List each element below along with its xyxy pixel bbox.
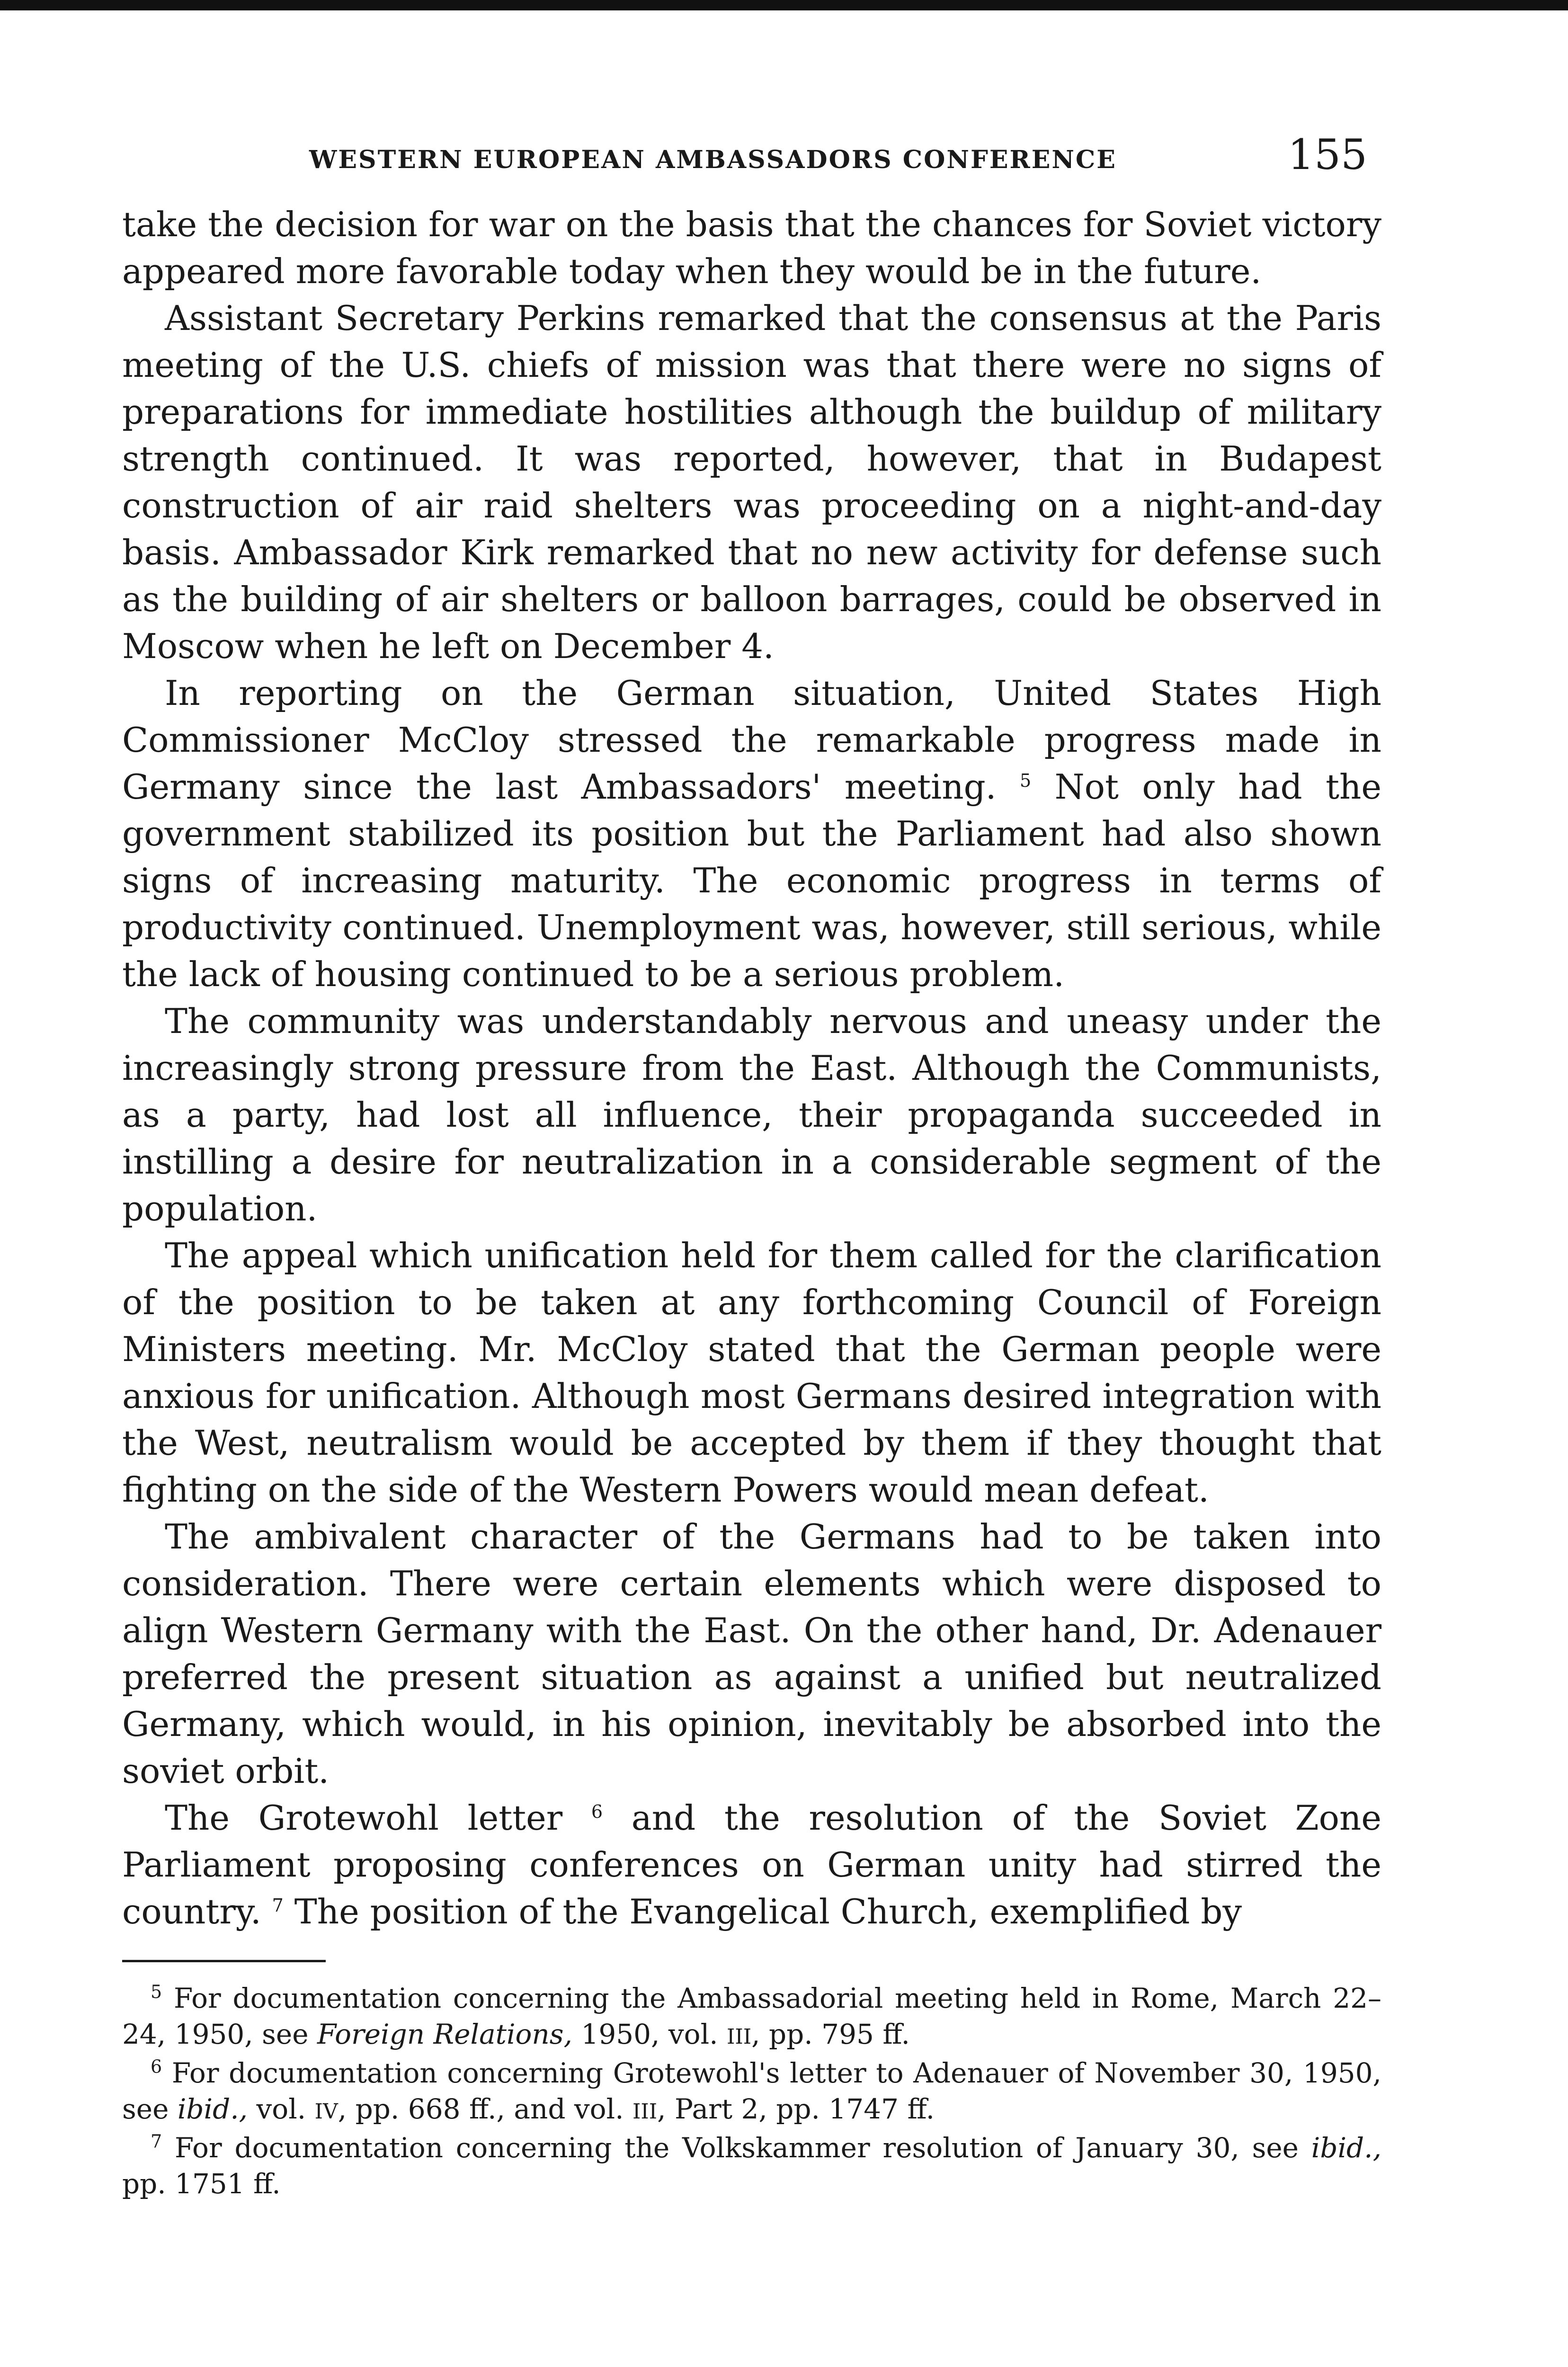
footnote-7-italic: ibid., [1311, 2132, 1382, 2164]
footnote-ref-5: 5 [1020, 770, 1032, 791]
footnote-6-text-d: , Part 2, pp. 1747 ff. [657, 2093, 935, 2125]
paragraph-2-text: Assistant Secretary Perkins remarked that the consensus at the Paris meeting of the U.S. chiefs of mission was that there were no signs of preparations for immediate hostilities although the buildup of military strength continued. It was reported, however, that in Budapest construction of air raid shelters was proceeding on a night-and-day basis. Ambassador Kirk remarked that no new activity for defense such as the building of air shelters or balloon barrages, could be observed in Moscow when he left on December 4. [122, 298, 1381, 666]
paragraph-2 [122, 295, 1381, 670]
footnote-7-number: 7 [151, 2131, 162, 2152]
footnote-6-volume-1: IV [314, 2100, 338, 2124]
footnote-6-text-c: , pp. 668 ff., and vol. [338, 2093, 624, 2125]
footnote-6-text-b: vol. [256, 2093, 306, 2125]
footnote-7 [122, 2130, 1381, 2202]
footnote-6-italic: ibid., [177, 2093, 248, 2125]
footnote-6-volume-2: III [633, 2100, 658, 2124]
footnote-7-text-b: pp. 1751 ff. [122, 2168, 281, 2200]
footnote-6-text-a: For documentation concerning Grotewohl's letter to Adenauer of November 30, 1950, see [122, 2057, 1381, 2125]
footnote-5-volume: III [727, 2025, 752, 2049]
paragraph-4-text: The community was understandably nervous and uneasy under the increasingly strong pressure from the East. Although the Communists, as a party, had lost all influence, their propaganda succeeded in instilling a desire for neutralization in a considerable segment of the population. [122, 1001, 1381, 1228]
paragraph-1-text: take the decision for war on the basis that the chances for Soviet victory appeared more favorable today when they would be in the future. [122, 205, 1381, 291]
book-page [122, 121, 1381, 2202]
footnote-7-text-a: For documentation concerning the Volkskammer resolution of January 30, see [174, 2132, 1299, 2164]
running-head [122, 121, 1381, 182]
footnote-5-text-c: , pp. 795 ff. [751, 2018, 910, 2050]
paragraph-1 [122, 201, 1381, 295]
paragraph-6 [122, 1513, 1381, 1795]
footnote-5-italic: Foreign Relations, [317, 2018, 572, 2050]
paragraph-7-text-a: The Grotewohl letter [165, 1798, 563, 1838]
footnote-ref-6: 6 [591, 1801, 603, 1822]
paragraph-3-text-b: Not only had the government stabilized its position but the Parliament had also shown signs of increasing maturity. The economic progress in terms of productivity continued. Unemployment was, however, still serious, while the lack of housing continued to be a serious problem. [122, 767, 1381, 994]
paragraph-5-text: The appeal which unification held for them called for the clarification of the position to be taken at any forthcoming Council of Foreign Ministers meeting. Mr. McCloy stated that the German people were anxious for unification. Although most Germans desired integration with the West, neutralism would be accepted by them if they thought that fighting on the side of the Western Powers would mean defeat. [122, 1236, 1381, 1510]
paragraph-4 [122, 998, 1381, 1232]
paragraph-7-text-b: and the resolution of the Soviet Zone Parliament proposing conferences on German unity had stirred the country. [122, 1798, 1381, 1931]
footnote-5 [122, 1980, 1381, 2055]
body-text [122, 201, 1381, 1935]
paragraph-5 [122, 1232, 1381, 1513]
page-number: 155 [1288, 130, 1367, 179]
paragraph-3 [122, 670, 1381, 998]
paragraph-7 [122, 1795, 1381, 1935]
footnote-6 [122, 2055, 1381, 2130]
footnote-5-text-b: 1950, vol. [581, 2018, 718, 2050]
footnote-separator [122, 1960, 326, 1962]
paragraph-7-text-c: The position of the Evangelical Church, exemplified by [294, 1892, 1242, 1931]
paragraph-3-text-a: In reporting on the German situation, United States High Commissioner McCloy stressed the remarkable progress made in Germany since the last Ambassadors' meeting. [122, 673, 1381, 807]
footnote-5-text-a: For documentation concerning the Ambassadorial meeting held in Rome, March 22–24, 1950, see [122, 1982, 1382, 2050]
footnote-5-number: 5 [151, 1981, 162, 2002]
paragraph-6-text: The ambivalent character of the Germans had to be taken into consideration. There were certain elements which were disposed to align Western Germany with the East. On the other hand, Dr. Adenauer preferred the present situation as against a unified but neutralized Germany, which would, in his opinion, inevitably be absorbed into the soviet orbit. [122, 1517, 1381, 1791]
footnotes [122, 1980, 1381, 2202]
footnote-ref-7: 7 [272, 1895, 284, 1916]
top-border-rule [0, 0, 1568, 10]
running-title: WESTERN EUROPEAN AMBASSADORS CONFERENCE [309, 145, 1117, 174]
footnote-6-number: 6 [151, 2056, 162, 2077]
